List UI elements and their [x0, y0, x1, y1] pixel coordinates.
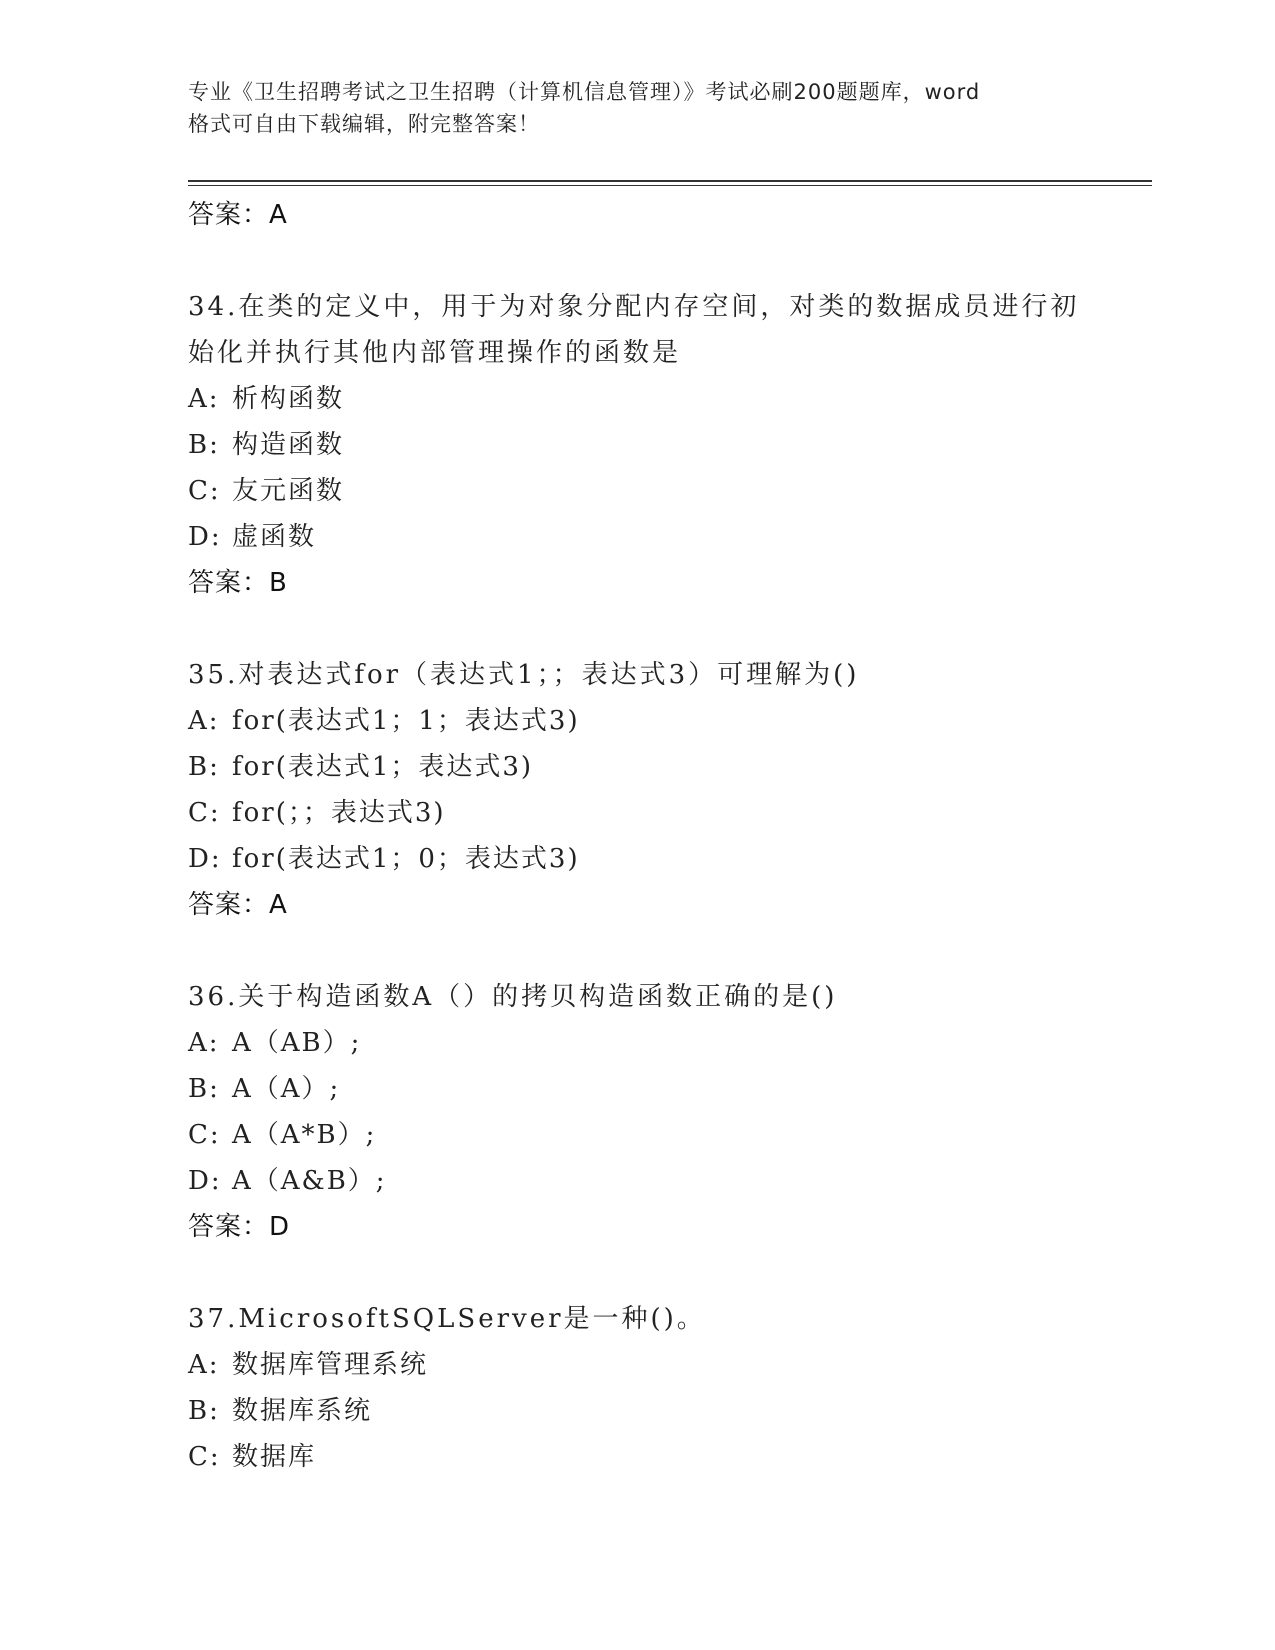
option-letter: A:	[188, 1350, 220, 1380]
option-letter: A:	[188, 1028, 220, 1058]
header-line-1: 专业《卫生招聘考试之卫生招聘（计算机信息管理）》考试必刷200题题库，word	[188, 80, 981, 104]
option-c	[188, 790, 1108, 836]
option-letter: C:	[188, 798, 221, 828]
question-text: 34.在类的定义中，用于为对象分配内存空间，对类的数据成员进行初	[188, 292, 1080, 322]
option-letter: A:	[188, 706, 220, 736]
option-letter: C:	[188, 476, 221, 506]
option-letter: B:	[188, 1074, 220, 1104]
option-text: for(；；表达式3)	[232, 798, 446, 828]
question-text: 36.关于构造函数A（）的拷贝构造函数正确的是()	[188, 982, 838, 1012]
option-text: 析构函数	[232, 384, 345, 414]
option-b	[188, 744, 1108, 790]
option-text: 数据库管理系统	[232, 1350, 429, 1380]
option-b	[188, 1066, 1108, 1112]
option-text: A（AB）;	[232, 1028, 362, 1058]
option-letter: D:	[188, 522, 222, 552]
option-letter: B:	[188, 1396, 220, 1426]
question-text-continued: 始化并执行其他内部管理操作的函数是	[188, 338, 682, 368]
option-letter: A:	[188, 384, 220, 414]
answer-line: 答案：D	[188, 1212, 291, 1242]
option-d	[188, 514, 1108, 560]
answer-line: 答案：A	[188, 890, 288, 920]
header-line-2: 格式可自由下载编辑，附完整答案！	[188, 112, 540, 136]
option-text: for(表达式1；表达式3)	[232, 752, 534, 782]
question-text: 35.对表达式for（表达式1；；表达式3）可理解为()	[188, 660, 860, 690]
question-37	[188, 1296, 1108, 1480]
option-c	[188, 1434, 1108, 1480]
option-text: 数据库系统	[232, 1396, 373, 1426]
option-letter: D:	[188, 844, 222, 874]
option-b	[188, 1388, 1108, 1434]
option-text: 数据库	[232, 1442, 317, 1472]
option-letter: B:	[188, 752, 220, 782]
header-divider-thin	[188, 185, 1152, 186]
option-text: for(表达式1；1；表达式3)	[232, 706, 580, 736]
option-c	[188, 468, 1108, 514]
option-a	[188, 698, 1108, 744]
option-a	[188, 1342, 1108, 1388]
question-list	[188, 192, 1108, 1480]
question-35	[188, 652, 1108, 928]
option-text: 构造函数	[232, 430, 345, 460]
option-d	[188, 1158, 1108, 1204]
option-letter: C:	[188, 1120, 221, 1150]
answer-line: 答案：A	[188, 200, 288, 230]
document-header	[188, 76, 1088, 140]
header-divider-thick	[188, 180, 1152, 182]
option-text: 虚函数	[232, 522, 317, 552]
option-d	[188, 836, 1108, 882]
answer-line: 答案：B	[188, 568, 288, 598]
question-34	[188, 284, 1108, 606]
option-text: 友元函数	[232, 476, 345, 506]
option-b	[188, 422, 1108, 468]
option-a	[188, 1020, 1108, 1066]
option-text: A（A*B）;	[232, 1120, 377, 1150]
option-text: A（A&B）;	[232, 1166, 387, 1196]
option-text: A（A）;	[232, 1074, 341, 1104]
option-text: for(表达式1；0；表达式3)	[232, 844, 580, 874]
option-letter: C:	[188, 1442, 221, 1472]
option-letter: D:	[188, 1166, 222, 1196]
option-a	[188, 376, 1108, 422]
option-letter: B:	[188, 430, 220, 460]
question-text: 37.MicrosoftSQLServer是一种()。	[188, 1304, 706, 1334]
question-36	[188, 974, 1108, 1250]
option-c	[188, 1112, 1108, 1158]
